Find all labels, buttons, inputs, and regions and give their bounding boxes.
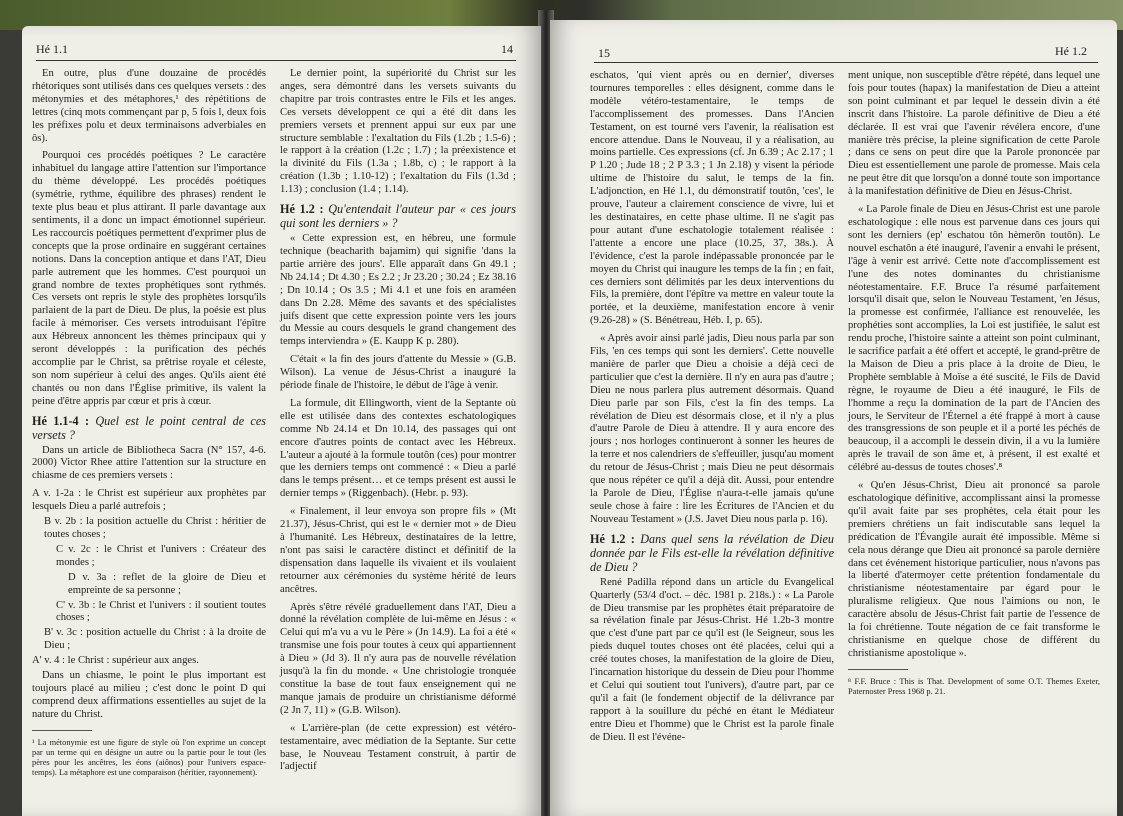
running-head-left: Hé 1.1 — [36, 42, 68, 56]
paragraph: Le dernier point, la supériorité du Christ sur les anges, sera démontré dans les versets suivants du chapitre par trois contrastes entre le Fils et les anges. Ces versets développent ce qui a été dit dans les premiers versets et prennent appui sur eux par une structure semblable : l'exaltation du Fils (1.2b ; 1.5-6) ; le rapport à la création (1.2c ; 1.7) ; la préexistence et la divinité du Fils (1.3a ; 1.8b, c) ; le rapport à la création (1.3b ; 1.10-12) ; l'exaltation du Fils (1.3d ; 1.13) ; conclusion (1.4 ; 1.14). — [280, 68, 516, 196]
left-page-column-2 — [280, 68, 516, 779]
chiasm-line: B v. 2b : la position actuelle du Christ : héritier de toutes choses ; — [44, 516, 266, 540]
heading-ref: Hé 1.1-4 : — [32, 413, 89, 428]
paragraph: « L'arrière-plan (de cette expression) est vétéro-testamentaire, avec médiation de la Septante. Sur cette base, le Nouveau Testament construit, à partir de l'adjectif — [280, 722, 516, 773]
paragraph: « Après avoir ainsi parlé jadis, Dieu nous parla par son Fils, 'en ces temps qui sont les derniers'. Cette nouvelle manière de parler que Dieu a choisie a déjà ceci de particulier que c'est la dernière. Il n'y en aura pas d'autre ; Dieu ne nous parlera plus autrement désormais. Quand Dieu parle par son Fils, c'est la fin des temps. La révélation de Dieu est désormais close, et il n'y a plus d'autre Parole de Dieu à attendre. Il y aura encore des jours ; nos horloges continueront à sonner les heures de la terre et nos calendriers de s'effeuiller, jusqu'au moment du retour de Jésus-Christ ; mais Dieu ne peut désormais que nous répéter ce qu'il a déjà dit. Aussi, pour entendre la Parole de Dieu, l'Église n'aura-t-elle jamais qu'une seule chose à faire : lire les Écritures de l'Ancien et du Nouveau Testament » (J.S. Javet Dieu nous parla p. 16). — [590, 333, 834, 525]
footnote-rule — [32, 730, 92, 731]
chiasm-line: A' v. 4 : le Christ : supérieur aux anges. — [32, 655, 199, 667]
paragraph: « Cette expression est, en hébreu, une formule technique (beacharith bajamim) qui signifie 'dans la partie arrière des jours'. Elle apparaît dans Gn 49.1 ; Nb 24.14 ; Dt 4.30 ; Es 2.2 ; Jr 23.20 ; 30.24 ; Ez 38.16 ; Dn 10.14 ; Os 3.5 ; Mi 4.1 et une fois en araméen dans Dn 2.28. Même des savants et des spécialistes juifs disent que cette expression pointe vers les jours du Messie au cours desquels le grand changement des temps interviendra » (E. Kaupp K p. 280). — [280, 233, 516, 348]
footnote: ¹ La métonymie est une figure de style où l'on exprime un concept par un terme qui en désigne un autre ou la partie pour le tout (les pères pour les ancêtres, les éons (aiônos) pour l'univers espace-temps). La métaphore est une comparaison (héritier, rayonnement). — [32, 737, 266, 777]
chiasm-line: C v. 2c : le Christ et l'univers : Créateur des mondes ; — [56, 543, 266, 568]
paragraph: En outre, plus d'une douzaine de procédés rhétoriques sont utilisés dans ces quelques versets : des métonymies et des métaphores,¹ des répétitions de lettres (cinq mots commençant par p, 5 fois l, deux fois les préfixes polu et deux terminaisons adverbiales en ôs). — [32, 68, 266, 144]
heading-title: Dans quel sens la révélation de Dieu donnée par le Fils est-elle la révélation définitive de Dieu ? — [590, 531, 835, 574]
paragraph: « La Parole finale de Dieu en Jésus-Christ est une parole eschatologique : elle nous est parvenue dans ces jours qui sont les derniers (ep' eschatou tôn hèmerôn toutôn). Le nouvel eschatôn a été inauguré, l'avenir a envahi le présent, l'âge à venir est arrivé. Cette note d'accomplissement est l'une des notes dominantes du christianisme néotestamentaire. F.F. Bruce l'a résumé parfaitement lorsqu'il disait que, selon le Nouveau Testament, 'en Jésus, la promesse est confirmée, l'alliance est renouvelée, les prophéties sont accomplies, la Loi est justifiée, le salut est rendu proche, l'histoire sainte a atteint son point culminant, le sacrifice parfait a été offert et accepté, le grand-prêtre de la Maison de Dieu a pris place à la droite de Dieu, le Prophète semblable à Moïse a été suscité, le Fils de David règne, le royaume de Dieu a été inauguré, le Fils de l'homme a reçu la domination de la part de l'Ancien des jours, le Serviteur de l'Éternel a été frappé à mort à cause des transgressions de son peuple et il a porté les péchés de beaucoup, il a accompli le dessein divin, il a vu la lumière après le travail de son âme et, à présent, il est exalté et célébré au-dessus de toutes choses'.⁸ — [848, 204, 1100, 474]
paragraph: La formule, dit Ellingworth, vient de la Septante où elle est utilisée dans des contextes eschatologiques comme Nb 24.14 et Dn 10.14, des passages qui ont encore d'autres points de contact avec les Hébreux. L'auteur a ajouté à la formule toutôn (ces) pour montrer que les derniers temps ont commencé : « Dieu a parlé dans le temps présent… et ce temps présent est aussi le dernier temps » (Riggenbach). (Hebr. p. 93). — [280, 397, 516, 500]
left-page-column-1 — [32, 68, 266, 778]
paragraph: Dans un chiasme, le point le plus important est toujours placé au milieu ; c'est donc le point D qui comprend deux affirmations essentielles au sujet de la nature du Christ. — [32, 670, 266, 720]
section-heading — [280, 202, 516, 230]
right-page-column-1 — [590, 70, 834, 750]
page-number-left: 14 — [501, 42, 513, 56]
page-number-right: 15 — [598, 46, 610, 60]
footnote-rule — [848, 669, 908, 670]
paragraph: Après s'être révélé graduellement dans l'AT, Dieu a donné la révélation complète de lui-même en Jésus : « Celui qui m'a vu a vu le Père » (Jn 14.9). La foi a été « transmise une fois pour toutes à ceux qui appartiennent à Dieu » (Jd 3). Il n'y aura pas de nouvelle révélation jusqu'à la fin du monde. « Une christologie tronquée constitue la base de tout faux enseignement qui ne manque jamais de produire un christianisme déformé (2 Jn 7, 11) » (G.B. Wilson). — [280, 601, 516, 716]
section-heading — [590, 532, 834, 574]
left-page — [22, 26, 541, 816]
paragraph: ment unique, non susceptible d'être répété, dans lequel une fois pour toutes (hapax) la manifestation de Dieu a atteint son point culminant et par lequel le dessein divin a été inscrit dans l'histoire. La parole définitive de Dieu a été déclarée. Il est vrai que l'avenir révélera encore, d'une manière très précise, la pleine signification de cette Parole ; dans ce sens on peut dire que la Parole prononcée par Dieu est essentiellement une parole de promesse. Mais cela ne peut être dit que lorsqu'on a donné toute son importance à la manifestation définitive de Dieu en Jésus-Christ. — [848, 70, 1100, 198]
paragraph: René Padilla répond dans un article du Evangelical Quarterly (53/4 d'oct. – déc. 1981 p. 218s.) : « La Parole de Dieu transmise par les prophètes était préparatoire de sa révélation finale par Jésus-Christ. Hé 1.2b-3 montre que c'est d'une part par ce qu'il est (le Seigneur, sous les pieds duquel toutes choses ont été placées, celui qui a créé toutes choses, la manifestation de la gloire de Dieu, l'incarnation historique du dessein de Dieu pour l'homme et Celui qui soutient tout l'univers), d'autre part, par ce qu'il a fait (le fondement objectif de la délivrance par rapport à la souillure du péché en étant le Médiateur entre Dieu et l'homme) que le Christ est la parole finale de Dieu. Il est l'événe- — [590, 576, 834, 743]
chiasm-line: A v. 1-2a : le Christ est supérieur aux prophètes par lesquels Dieu a parlé autrefois ; — [32, 488, 266, 513]
footnote: ⁸ F.F. Bruce : This is That. Development of some O.T. Themes Exeter, Paternoster Press 1968 p. 21. — [848, 676, 1100, 696]
heading-title: Qu'entendait l'auteur par « ces jours qui sont les derniers » ? — [280, 202, 516, 231]
running-head-right: Hé 1.2 — [1055, 44, 1087, 58]
section-heading — [32, 414, 266, 442]
chiasm-line: B' v. 3c : position actuelle du Christ : à la droite de Dieu ; — [44, 627, 266, 652]
header-rule — [36, 60, 516, 61]
right-page-column-2 — [848, 70, 1100, 697]
heading-ref: Hé 1.2 : — [590, 531, 635, 546]
header-rule — [594, 62, 1098, 63]
paragraph: « Qu'en Jésus-Christ, Dieu ait prononcé sa parole eschatologique définitive, accomplissant ainsi la promesse qu'il avait faite par ses prophètes, cela était pour les premiers chrétiens un fait indiscutable sans lequel la prédication de l'Évangile aurait été impossible. Même si cela nous dérange que Dieu ait prononcé sa parole dernière dans cet événement historique particulier, nous n'avons pas la liberté d'atermoyer cette prétention fondamentale du christianisme néotestamentaire par égard pour le pluralisme religieux. Que nous l'aimions ou non, le caractère absolu de Jésus-Christ fait partie de l'essence de la foi chrétienne. Toute négation de ce fait transforme le christianisme en quelque chose de différent du christianisme apostolique ». — [848, 480, 1100, 659]
paragraph: « Finalement, il leur envoya son propre fils » (Mt 21.37), Jésus-Christ, qui est le « dernier mot » de Dieu à l'humanité. Les Hébreux, destinataires de la lettre, n'ont pas saisi le caractère distinct et définitif de la dispensation dans laquelle ils vivaient et ils voulaient retourner aux cérémonies du système hérité de leurs ancêtres. — [280, 506, 516, 595]
paragraph: eschatos, 'qui vient après ou en dernier', diverses tournures temporelles : elles désignent, comme dans le modèle vétéro-testamentaire, le temps de l'accomplissement des promesses. Dans l'Ancien Testament, on est tourné vers l'avenir, la réalisation est encore attendue. Dans le Nouveau, il y a réalisation, au moins partielle. Ces expressions (cf. Jn 6.39 ; Ac 2.17 ; 1 P 1.20 ; Jude 18 ; 2 P 3.3 ; 1 Jn 2.18) y visent la période ultime de l'histoire du salut, le temps de la fin. L'adjonction, en Hé 1.1, du démonstratif toutôn, 'ces', le prouve, l'auteur a clairement conscience de vivre, lui et les destinataires, en cette phase ultime. Il ne s'agit pas pour autant d'une eschatologie totalement réalisée : l'attente a encore une place (10.25, 37, 38s.). À l'évidence, c'est la parole indépassable prononcée par le moyen du Christ qui inaugure les temps de la fin ; en fait, ces derniers sont délimités par les deux interventions du Fils, la première, dont l'épître va mettre en valeur toute la portée, et la deuxième, manifestation encore à venir (9.26-28) » (S. Bénétreau, Héb. I, p. 65). — [590, 70, 834, 327]
chiasm-line: C' v. 3b : le Christ et l'univers : il soutient toutes choses ; — [56, 599, 266, 624]
chiasm-line: D v. 3a : reflet de la gloire de Dieu et empreinte de sa personne ; — [68, 571, 266, 596]
paragraph: C'était « la fin des jours d'attente du Messie » (G.B. Wilson). La venue de Jésus-Christ a inauguré la période finale de l'histoire, le début de l'âge à venir. — [280, 354, 516, 392]
paragraph: Pourquoi ces procédés poétiques ? Le caractère inhabituel du langage attire l'attention sur l'importance du thème développé. Les procédés poétiques (symétrie, rythme, équilibre des phrases) rendent le texte plus beau et plus attirant. Il parle davantage aux sentiments, il a donc un impact émotionnel supérieur. Les raccourcis poétiques permettent d'exprimer plus de concepts que la prose ordinaire en suggérant certaines notions. Dans la conception antique et dans l'AT, Dieu parle autrement que les hommes. C'est pourquoi un grand nombre de textes prophétiques sont rythmés. Ces versets ont repris le style des prophètes lorsqu'ils parlaient de la part de Dieu. De plus, la poésie est plus facile à mémoriser. Ces versets introduisant l'épître aux Hébreux annoncent les thèmes principaux qui y seront développés : la purification des péchés accomplie par le Christ, sa prêtrise royale et céleste, son nom supérieur à celui des anges. Qu'ils aient été chantés ou non dans l'Église primitive, ils valent la peine d'être appris par cœur et pris à cœur. — [32, 150, 266, 407]
paragraph: Dans un article de Bibliotheca Sacra (N° 157, 4-6. 2000) Victor Rhee attire l'attention sur la structure en chiasme de ces premiers versets : — [32, 444, 266, 482]
right-page — [550, 20, 1117, 816]
heading-title: Quel est le point central de ces versets ? — [32, 413, 266, 442]
heading-ref: Hé 1.2 : — [280, 202, 324, 217]
